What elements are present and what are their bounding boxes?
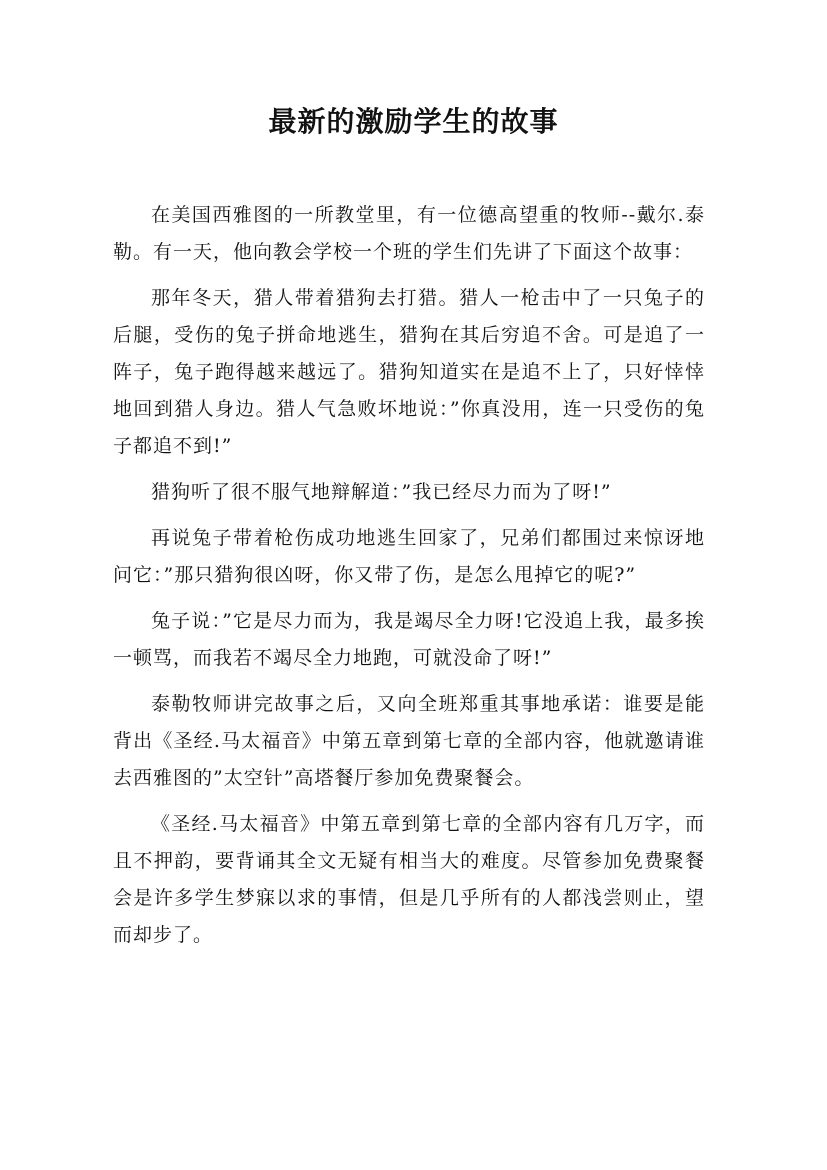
paragraph: 《圣经.马太福音》中第五章到第七章的全部内容有几万字，而且不押韵，要背诵其全文无疑有相当大的难度。尽管参加免费聚餐会是许多学生梦寐以求的事情，但是几乎所有的人都浅尝则止，望而却步了。 (113, 813, 705, 946)
paragraph: 那年冬天，猎人带着猎狗去打猎。猎人一枪击中了一只兔子的后腿，受伤的兔子拼命地逃生，猎狗在其后穷追不舍。可是追了一阵子，兔子跑得越来越远了。猎狗知道实在是追不上了，只好悻悻地回到猎人身边。猎人气急败坏地说：”你真没用，连一只受伤的兔子都追不到!” (113, 287, 705, 457)
paragraph: 泰勒牧师讲完故事之后，又向全班郑重其事地承诺：谁要是能背出《圣经.马太福音》中第五章到第七章的全部内容，他就邀请谁去西雅图的”太空针”高塔餐厅参加免费聚餐会。 (113, 693, 705, 789)
paragraph: 猎狗听了很不服气地辩解道：”我已经尽力而为了呀!” (151, 481, 612, 503)
document-title: 最新的激励学生的故事 (268, 105, 559, 138)
paragraph: 在美国西雅图的一所教堂里，有一位德高望重的牧师--戴尔.泰勒。有一天，他向教会学校一个班的学生们先讲了下面这个故事： (113, 204, 705, 263)
document-body (113, 197, 705, 963)
paragraph: 兔子说：”它是尽力而为，我是竭尽全力呀!它没追上我，最多挨一顿骂，而我若不竭尽全力地跑，可就没命了呀!” (113, 610, 705, 669)
paragraph: 再说兔子带着枪伤成功地逃生回家了，兄弟们都围过来惊讶地问它：”那只猎狗很凶呀，你又带了伤，是怎么甩掉它的呢?” (113, 527, 705, 586)
